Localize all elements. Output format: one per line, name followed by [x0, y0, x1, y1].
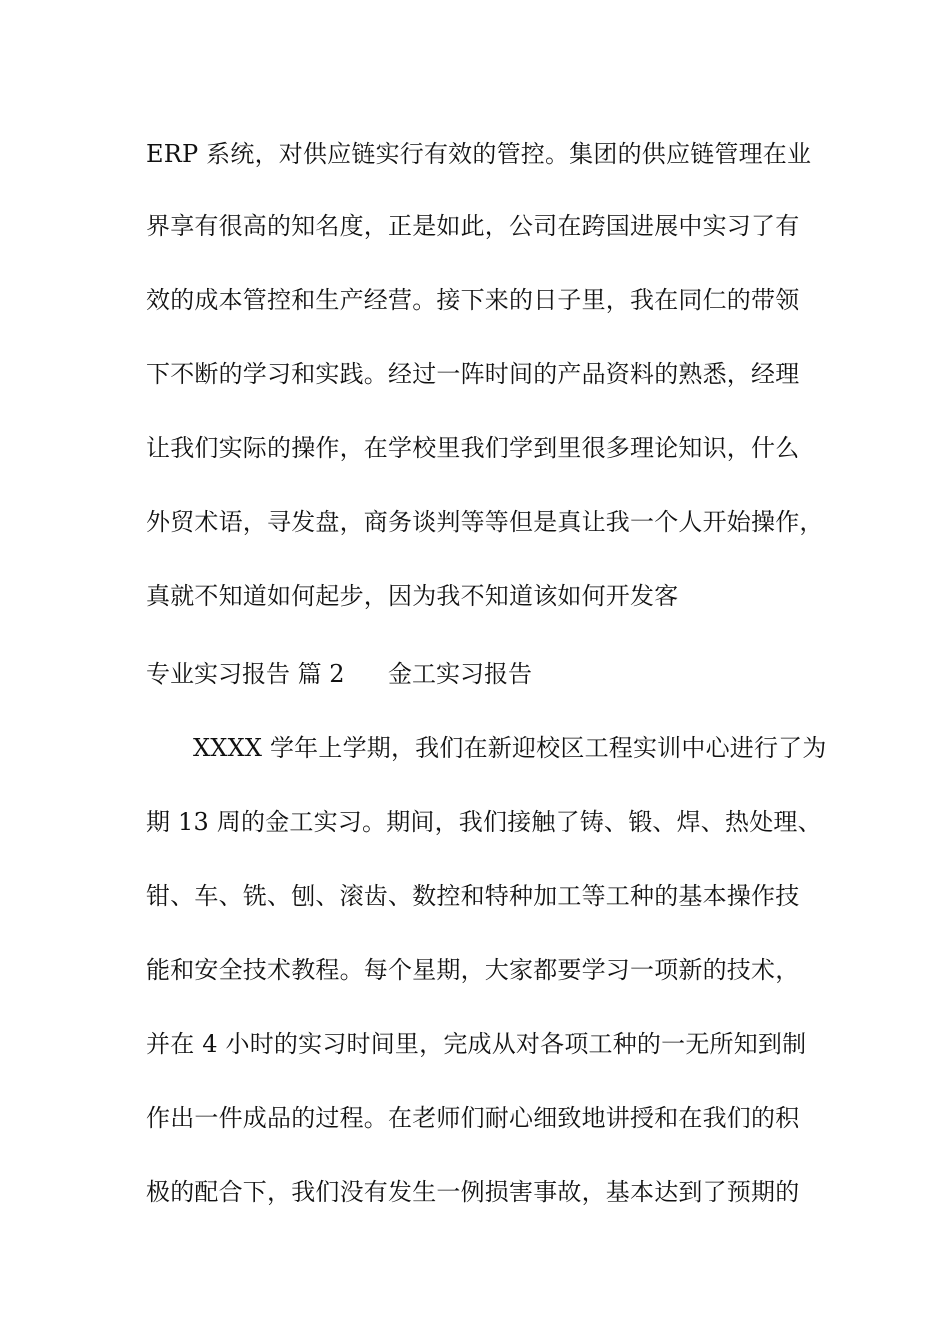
- paragraph-line: 真就不知道如何起步，因为我不知道该如何开发客: [146, 582, 679, 610]
- paragraph-line: XXXX 学年上学期，我们在新迎校区工程实训中心进行了为: [193, 734, 827, 762]
- heading-report-title: 专业实习报告 篇 2: [146, 660, 345, 688]
- heading-subtitle: 金工实习报告: [388, 660, 532, 688]
- paragraph-line: 作出一件成品的过程。在老师们耐心细致地讲授和在我们的积: [146, 1104, 800, 1132]
- section-heading: [146, 658, 532, 690]
- paragraph-line: 期 13 周的金工实习。期间，我们接触了铸、锻、焊、热处理、: [146, 808, 822, 836]
- paragraph-line: 让我们实际的操作，在学校里我们学到里很多理论知识，什么: [146, 434, 800, 462]
- paragraph-line: 外贸术语，寻发盘，商务谈判等等但是真让我一个人开始操作，: [146, 508, 824, 536]
- paragraph-line: ERP 系统，对供应链实行有效的管控。集团的供应链管理在业: [146, 140, 812, 168]
- paragraph-line: 并在 4 小时的实习时间里，完成从对各项工种的一无所知到制: [146, 1030, 807, 1058]
- paragraph-line: 极的配合下，我们没有发生一例损害事故，基本达到了预期的: [146, 1178, 800, 1206]
- paragraph-line: 钳、车、铣、刨、滚齿、数控和特种加工等工种的基本操作技: [146, 882, 800, 910]
- paragraph-line: 下不断的学习和实践。经过一阵时间的产品资料的熟悉，经理: [146, 360, 800, 388]
- paragraph-line: 效的成本管控和生产经营。接下来的日子里，我在同仁的带领: [146, 286, 800, 314]
- paragraph-line: 能和安全技术教程。每个星期，大家都要学习一项新的技术，: [146, 956, 800, 984]
- paragraph-line: 界享有很高的知名度，正是如此，公司在跨国进展中实习了有: [146, 212, 800, 240]
